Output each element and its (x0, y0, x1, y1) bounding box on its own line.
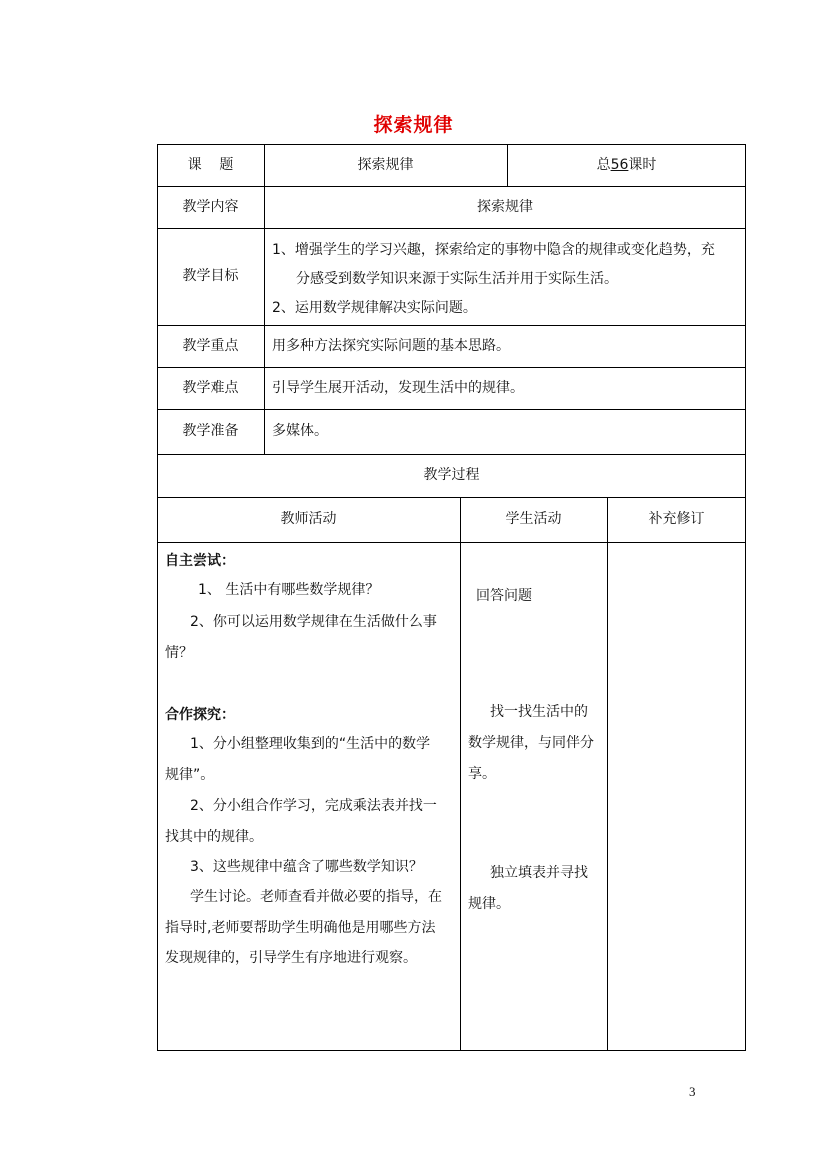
row-divider (157, 325, 746, 326)
difficulty-label: 教学难点 (182, 380, 239, 396)
column-divider (607, 497, 608, 1051)
row-divider (157, 454, 746, 455)
self-try-heading: 自主尝试： (165, 553, 235, 569)
discussion-text: 发现规律的，引导学生有序地进行观察。 (165, 950, 417, 966)
objectives-label: 教学目标 (182, 268, 239, 284)
coop-item: 1、分小组整理收集到的“生活中的数学 (190, 736, 431, 752)
difficulty-value: 引导学生展开活动，发现生活中的规律。 (272, 380, 524, 396)
student-activity-text: 独立填表并寻找 (490, 865, 588, 881)
objectives-line: 1、增强学生的学习兴趣，探索给定的事物中隐含的规律或变化趋势，充 (272, 242, 715, 258)
coop-item: 2、分小组合作学习，完成乘法表并找一 (190, 798, 437, 814)
row-divider (157, 409, 746, 410)
lesson-suffix: 课时 (628, 157, 657, 173)
key-label: 教学重点 (182, 338, 239, 354)
prep-label: 教学准备 (182, 423, 239, 439)
row-divider (157, 497, 746, 498)
content-value: 探索规律 (477, 199, 533, 215)
self-try-item: 2、你可以运用数学规律在生活做什么事 (190, 614, 437, 630)
discussion-text: 学生讨论。老师查看并做必要的指导，在 (190, 889, 442, 905)
topic-label: 课 题 (187, 157, 234, 173)
row-divider (157, 228, 746, 229)
page-number: 3 (689, 1084, 696, 1099)
student-column-header: 学生活动 (505, 511, 562, 527)
lesson-count (507, 155, 746, 175)
row-divider (157, 542, 746, 543)
student-activity-text: 规律。 (468, 896, 510, 912)
document-title: 探索规律 (373, 114, 454, 136)
topic-value: 探索规律 (357, 157, 414, 173)
student-activity-text: 数学规律，与同伴分 (468, 735, 594, 751)
prep-value: 多媒体。 (272, 423, 328, 439)
lesson-number: 56 (610, 157, 629, 173)
student-activity-text: 回答问题 (476, 588, 532, 604)
discussion-text: 指导时,老师要帮助学生明确他是用哪些方法 (165, 920, 436, 936)
student-activity-text: 找一找生活中的 (490, 704, 588, 720)
coop-item: 3、这些规律中蕴含了哪些数学知识？ (190, 859, 423, 875)
lesson-prefix: 总 (596, 157, 611, 173)
row-divider (157, 367, 746, 368)
objectives-line: 2、运用数学规律解决实际问题。 (272, 300, 477, 316)
coop-item-cont: 规律”。 (165, 767, 215, 783)
column-divider (264, 144, 265, 454)
coop-heading: 合作探究： (165, 707, 235, 723)
notes-column-header: 补充修订 (648, 511, 705, 527)
student-activity-text: 享。 (468, 766, 496, 782)
content-label: 教学内容 (182, 199, 239, 215)
row-divider (157, 186, 746, 187)
coop-item-cont: 找其中的规律。 (165, 829, 263, 845)
process-header: 教学过程 (423, 467, 480, 483)
teacher-column-header: 教师活动 (280, 511, 337, 527)
objectives-line: 分感受到数学知识来源于实际生活并用于实际生活。 (296, 271, 618, 287)
column-divider (460, 497, 461, 1051)
self-try-item: 1、 生活中有哪些数学规律？ (198, 582, 380, 598)
key-value: 用多种方法探究实际问题的基本思路。 (272, 338, 510, 354)
self-try-item-cont: 情？ (165, 645, 193, 661)
